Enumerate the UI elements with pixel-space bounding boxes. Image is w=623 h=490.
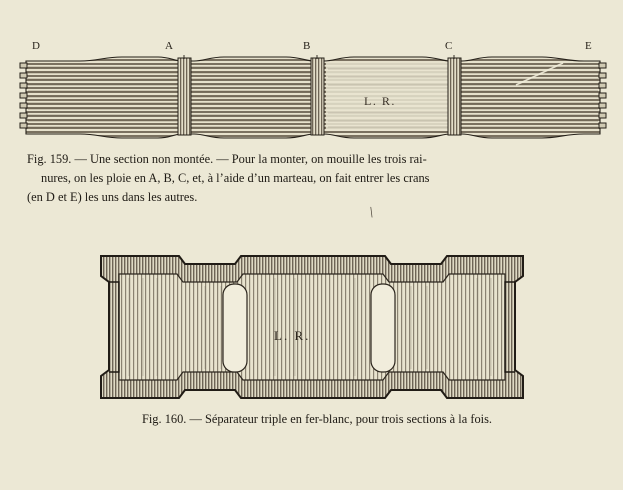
fold-groove-c (448, 58, 461, 135)
notch-end-e (599, 63, 606, 128)
fold-groove-b (311, 58, 324, 135)
point-label-e: E (585, 40, 593, 52)
figure-160 (85, 252, 540, 402)
figure-159-point-labels (18, 40, 608, 54)
figure-159-inner-mark: L. R. (364, 94, 396, 108)
figure-160-inner-mark: L. R. (274, 328, 311, 343)
unmounted-section-drawing (18, 55, 608, 140)
figure-159 (18, 40, 608, 145)
separator-slot-left (223, 284, 247, 372)
point-label-c: C (445, 40, 453, 52)
caption-line-2: nures, on les ploie en A, B, C, et, à l’aide d’un marteau, on fait entrer les crans (41, 171, 430, 185)
point-label-d: D (32, 40, 41, 52)
caption-line-3: (en D et E) les uns dans les autres. (27, 190, 198, 204)
caption-line-1: Fig. 159. — Une section non montée. — Pour la monter, on mouille les trois rai- (27, 152, 427, 166)
figure-159-illustration (18, 55, 608, 140)
notch-end-d (20, 63, 27, 128)
triple-separator-drawing (85, 252, 540, 402)
fold-groove-a (178, 58, 191, 135)
point-label-a: A (165, 40, 174, 52)
separator-slot-right (371, 284, 395, 372)
figure-159-caption (27, 150, 597, 207)
point-label-b: B (303, 40, 311, 52)
figure-160-caption: Fig. 160. — Séparateur triple en fer-blanc, pour trois sections à la fois. (141, 412, 493, 426)
stray-ink-mark: \ (367, 204, 375, 222)
